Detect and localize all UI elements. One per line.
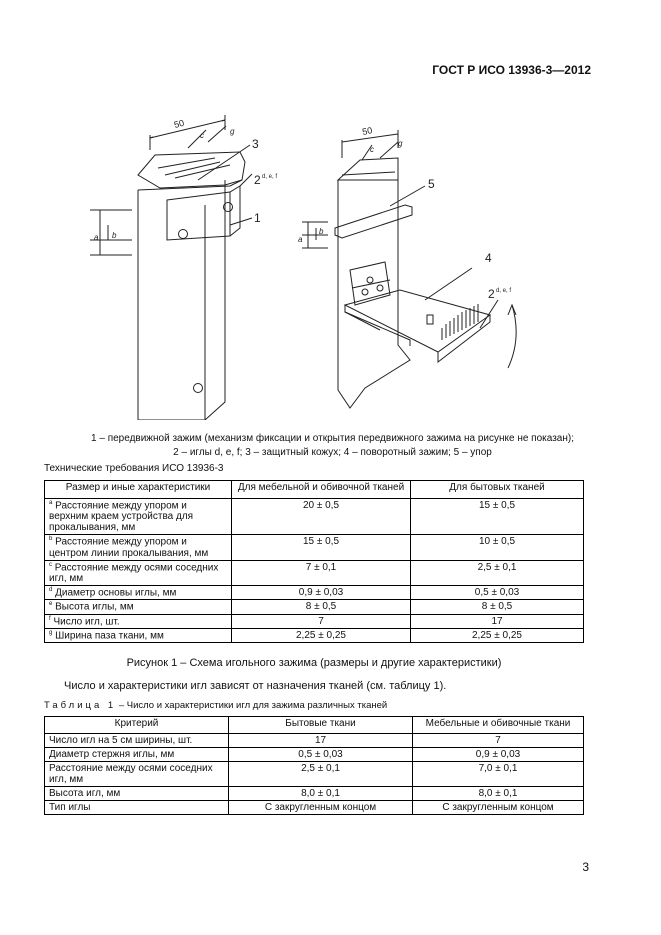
household-value: 2,5 ± 0,1 <box>229 762 413 787</box>
page-number: 3 <box>582 860 589 874</box>
dim-a-right: a <box>298 235 303 244</box>
furniture-value: 7 <box>232 614 411 628</box>
footnote-marker: d <box>49 586 53 593</box>
column-header: Для мебельной и обивочной тканей <box>232 481 411 499</box>
row-label-text: Расстояние между упором и верхним краем устройства для прокалывания, мм <box>49 500 194 534</box>
furniture-value: 15 ± 0,5 <box>232 535 411 560</box>
label-2-left: 2 <box>254 173 261 187</box>
dim-b-left: b <box>112 231 117 240</box>
table-row <box>45 748 584 762</box>
table-row <box>45 535 584 560</box>
household-value: 0,5 ± 0,03 <box>229 748 413 762</box>
label-2-left-sup: d, e, f <box>262 174 278 180</box>
criterion-cell: Высота игл, мм <box>45 787 229 801</box>
table-row <box>45 585 584 599</box>
dim-a-left: a <box>94 233 99 242</box>
footnote-marker: e <box>49 601 53 608</box>
household-value: 2,5 ± 0,1 <box>411 560 584 585</box>
body-paragraph: Число и характеристики игл зависят от назначения тканей (см. таблицу 1). <box>64 680 447 692</box>
column-header: Мебельные и обивочные ткани <box>413 717 584 734</box>
footnote-marker: c <box>49 561 52 568</box>
standard-header: ГОСТ Р ИСО 13936-3—2012 <box>432 63 591 77</box>
row-label-text: Число игл, шт. <box>53 615 120 627</box>
table-header-row <box>45 717 584 734</box>
furniture-value: С закругленным концом <box>413 801 584 815</box>
furniture-value: 7,0 ± 0,1 <box>413 762 584 787</box>
dim-b-right: b <box>319 227 324 236</box>
row-label-text: Высота иглы, мм <box>55 601 134 613</box>
row-label-text: Диаметр основы иглы, мм <box>55 587 177 599</box>
column-header: Для бытовых тканей <box>411 481 584 499</box>
table-row <box>45 614 584 628</box>
label-2-right-sup: d, e, f <box>496 288 512 294</box>
furniture-value: 8 ± 0,5 <box>232 600 411 614</box>
household-value: 2,25 ± 0,25 <box>411 628 584 642</box>
column-header: Критерий <box>45 717 229 734</box>
dim-g-left: g <box>230 127 235 136</box>
tech-requirements-title: Технические требования ИСО 13936-3 <box>44 463 224 474</box>
label-3: 3 <box>252 137 259 151</box>
dim-g-right: g <box>398 139 403 148</box>
row-label <box>45 499 232 535</box>
column-header: Бытовые ткани <box>229 717 413 734</box>
table-row <box>45 801 584 815</box>
row-label <box>45 600 232 614</box>
table-row <box>45 787 584 801</box>
row-label <box>45 628 232 642</box>
household-value: 17 <box>411 614 584 628</box>
footnote-marker: a <box>49 500 53 506</box>
row-label-text: Расстояние между упором и центром линии прокалывания, мм <box>49 536 209 559</box>
table-title-text: – Число и характеристики игл для зажима различных тканей <box>118 700 388 711</box>
dim-c-left: c <box>200 131 204 140</box>
label-4: 4 <box>485 251 492 265</box>
household-value: С закругленным концом <box>229 801 413 815</box>
needle-characteristics-table <box>44 716 584 815</box>
furniture-value: 8,0 ± 0,1 <box>413 787 584 801</box>
column-header: Размер и иные характеристики <box>45 481 232 499</box>
furniture-value: 7 ± 0,1 <box>232 560 411 585</box>
figure-legend-line-1: 1 – передвижной зажим (механизм фиксации и открытия передвижного зажима на рисунке не показан); <box>91 433 574 444</box>
table-row <box>45 560 584 585</box>
figure-title: Рисунок 1 – Схема игольного зажима (размеры и другие характеристики) <box>126 657 502 669</box>
footnote-marker: g <box>49 629 53 636</box>
household-value: 15 ± 0,5 <box>411 499 584 535</box>
label-5: 5 <box>428 177 435 191</box>
furniture-value: 0,9 ± 0,03 <box>413 748 584 762</box>
table-title <box>44 700 387 711</box>
row-label <box>45 560 232 585</box>
household-value: 8 ± 0,5 <box>411 600 584 614</box>
right-clamp-drawing <box>302 130 516 408</box>
criterion-cell: Тип иглы <box>45 801 229 815</box>
needle-clamp-figure <box>80 90 590 420</box>
row-label-text: Ширина паза ткани, мм <box>55 630 164 642</box>
row-label <box>45 535 232 560</box>
label-2-right: 2 <box>488 287 495 301</box>
table-row <box>45 600 584 614</box>
criterion-cell: Расстояние между осями соседних игл, мм <box>45 762 229 787</box>
label-1: 1 <box>254 211 261 225</box>
row-label <box>45 614 232 628</box>
table-title-word: Таблица 1 <box>44 700 117 711</box>
row-label <box>45 585 232 599</box>
footnote-marker: b <box>49 536 53 543</box>
household-value: 17 <box>229 734 413 748</box>
footnote-marker: f <box>49 615 51 622</box>
row-label-text: Расстояние между осями соседних игл, мм <box>49 561 219 584</box>
table-row <box>45 499 584 535</box>
household-value: 8,0 ± 0,1 <box>229 787 413 801</box>
criterion-cell: Число игл на 5 см ширины, шт. <box>45 734 229 748</box>
household-value: 0,5 ± 0,03 <box>411 585 584 599</box>
table-row <box>45 734 584 748</box>
furniture-value: 7 <box>413 734 584 748</box>
figure-legend-line-2: 2 – иглы d, e, f; 3 – защитный кожух; 4 – поворотный зажим; 5 – упор <box>173 447 492 458</box>
table-row <box>45 628 584 642</box>
furniture-value: 2,25 ± 0,25 <box>232 628 411 642</box>
household-value: 10 ± 0,5 <box>411 535 584 560</box>
dim-50-left: 50 <box>172 117 186 130</box>
furniture-value: 20 ± 0,5 <box>232 499 411 535</box>
tech-requirements-table <box>44 480 584 643</box>
table-header-row <box>45 481 584 499</box>
table-row <box>45 762 584 787</box>
dim-50-right: 50 <box>361 125 374 137</box>
left-clamp-drawing <box>90 115 252 420</box>
dim-c-right: c <box>370 145 374 154</box>
criterion-cell: Диаметр стержня иглы, мм <box>45 748 229 762</box>
furniture-value: 0,9 ± 0,03 <box>232 585 411 599</box>
figure-legend <box>40 432 625 460</box>
